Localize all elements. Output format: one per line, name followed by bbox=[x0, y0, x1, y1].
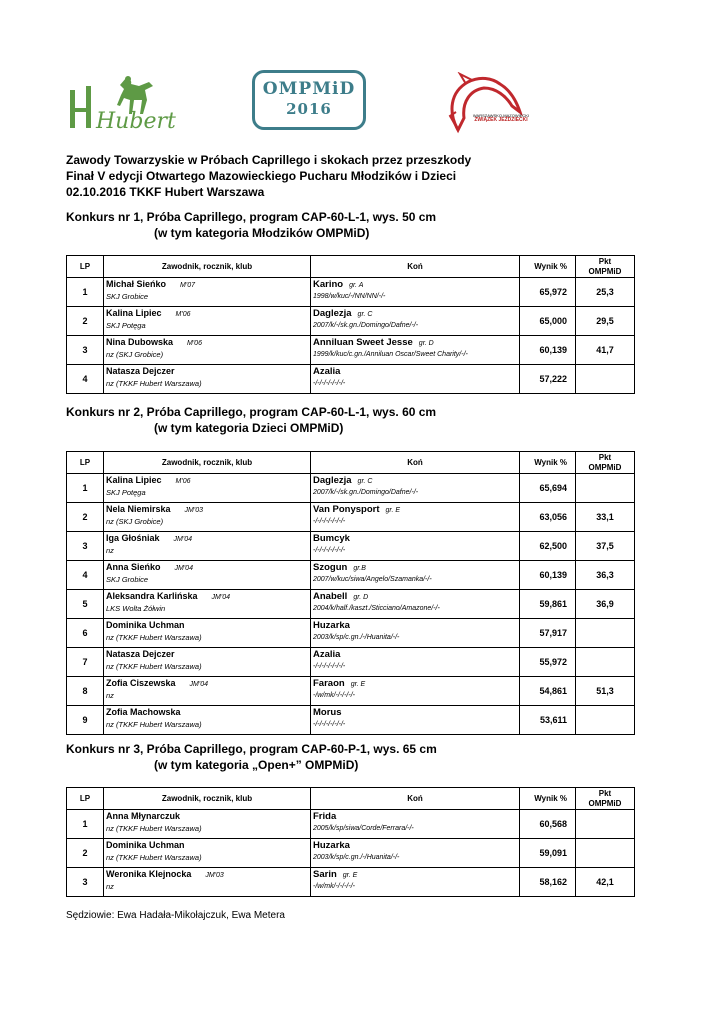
cell-horse bbox=[311, 336, 520, 365]
rider-year: M'06 bbox=[175, 478, 191, 485]
table-row bbox=[67, 336, 635, 365]
horse-pedigree: -/-/-/-/-/-/-/- bbox=[313, 663, 346, 670]
table-row bbox=[67, 648, 635, 677]
horse-pedigree: -/w/mk/-/-/-/-/- bbox=[313, 883, 355, 890]
cell-lp: 2 bbox=[67, 307, 104, 336]
rider-name: Michał Sieńko bbox=[106, 279, 167, 289]
rider-year bbox=[181, 710, 195, 717]
rider-year: M'06 bbox=[175, 311, 191, 318]
table-row bbox=[67, 503, 635, 532]
cell-horse bbox=[311, 532, 520, 561]
cell-lp: 4 bbox=[67, 561, 104, 590]
cell-pkt: 37,5 bbox=[576, 532, 635, 561]
cell-wynik: 57,222 bbox=[520, 365, 576, 394]
horse-name: Morus bbox=[313, 707, 342, 718]
contest-1-title-block bbox=[66, 209, 436, 241]
contest-subtitle: (w tym kategoria „Open+” OMPMiD) bbox=[154, 758, 359, 772]
horse-grade bbox=[350, 843, 356, 850]
cell-horse bbox=[311, 706, 520, 735]
rider-club: nz (TKKF Hubert Warszawa) bbox=[106, 720, 202, 729]
col-lp: LP bbox=[67, 256, 104, 278]
cell-pkt: 29,5 bbox=[576, 307, 635, 336]
rider-name: Kalina Lipiec bbox=[106, 308, 162, 318]
table-header-row bbox=[67, 256, 635, 278]
cell-pkt: 51,3 bbox=[576, 677, 635, 706]
rider-name: Kalina Lipiec bbox=[106, 475, 162, 485]
cell-rider bbox=[104, 474, 311, 503]
cell-wynik: 60,139 bbox=[520, 561, 576, 590]
rider-name: Iga Głośniak bbox=[106, 533, 160, 543]
rider-year: M'06 bbox=[187, 340, 202, 347]
horse-name: Bumcyk bbox=[313, 533, 350, 544]
horse-grade: gr. C bbox=[357, 311, 373, 318]
cell-rider bbox=[104, 706, 311, 735]
rider-year: JM'04 bbox=[211, 594, 231, 601]
table-row bbox=[67, 474, 635, 503]
cell-rider bbox=[104, 619, 311, 648]
rider-club: nz bbox=[106, 691, 114, 700]
table-header-row bbox=[67, 788, 635, 810]
cell-rider bbox=[104, 868, 311, 897]
horse-grade: gr.B bbox=[353, 565, 366, 572]
cell-wynik: 53,611 bbox=[520, 706, 576, 735]
cell-horse bbox=[311, 474, 520, 503]
rider-year: JM'04 bbox=[173, 536, 192, 543]
cell-wynik: 59,861 bbox=[520, 590, 576, 619]
cell-pkt bbox=[576, 474, 635, 503]
cell-lp: 3 bbox=[67, 336, 104, 365]
horse-pedigree: -/w/mk/-/-/-/-/- bbox=[313, 692, 355, 699]
rider-club: nz (TKKF Hubert Warszawa) bbox=[106, 633, 202, 642]
col-pkt-line2: OMPMiD bbox=[588, 798, 622, 808]
horse-pedigree: 2007/k/-/sk.gn./Domingo/Dafne/-/- bbox=[313, 322, 419, 329]
cell-lp: 3 bbox=[67, 532, 104, 561]
cell-wynik: 63,056 bbox=[520, 503, 576, 532]
pzj-logo-text bbox=[470, 113, 532, 123]
horse-name: Daglezja bbox=[313, 308, 352, 319]
table-row bbox=[67, 561, 635, 590]
horse-grade: gr. A bbox=[349, 282, 364, 289]
cell-pkt: 25,3 bbox=[576, 278, 635, 307]
horse-grade bbox=[350, 623, 356, 630]
rider-club: LKS Wolta Żółwin bbox=[106, 604, 166, 613]
cell-rider bbox=[104, 278, 311, 307]
rider-year: M'07 bbox=[180, 282, 195, 289]
horse-pedigree: 1998/w/kuc/-/NN/NN/-/- bbox=[313, 293, 386, 300]
horse-grade: gr. C bbox=[357, 478, 373, 485]
cell-lp: 9 bbox=[67, 706, 104, 735]
horse-pedigree: 1999/k/kuc/c.gn./Anniluan Oscar/Sweet Charity/-/- bbox=[313, 351, 468, 358]
logo-row bbox=[0, 68, 725, 138]
cell-wynik: 58,162 bbox=[520, 868, 576, 897]
rider-club: nz (TKKF Hubert Warszawa) bbox=[106, 379, 202, 388]
col-rider: Zawodnik, rocznik, klub bbox=[104, 788, 311, 810]
col-pkt-line2: OMPMiD bbox=[588, 462, 622, 472]
cell-horse bbox=[311, 648, 520, 677]
cell-horse bbox=[311, 868, 520, 897]
col-pkt-line1: Pkt bbox=[598, 256, 612, 266]
rider-year bbox=[180, 814, 194, 821]
heading-line3: 02.10.2016 TKKF Hubert Warszawa bbox=[66, 185, 265, 199]
ompmid-logo-year: 2016 bbox=[286, 100, 332, 118]
rider-club: SKJ Grobice bbox=[106, 292, 149, 301]
cell-lp: 1 bbox=[67, 278, 104, 307]
cell-pkt bbox=[576, 706, 635, 735]
cell-wynik: 65,694 bbox=[520, 474, 576, 503]
cell-rider bbox=[104, 503, 311, 532]
cell-lp: 2 bbox=[67, 503, 104, 532]
rider-name: Weronika Klejnocka bbox=[106, 869, 192, 879]
cell-horse bbox=[311, 677, 520, 706]
horse-name: Karino bbox=[313, 279, 344, 290]
rider-name: Zofia Ciszewska bbox=[106, 678, 176, 688]
table-row bbox=[67, 839, 635, 868]
horse-name: Azalia bbox=[313, 649, 341, 660]
table-row bbox=[67, 706, 635, 735]
horse-name: Anabell bbox=[313, 591, 348, 602]
table-row bbox=[67, 532, 635, 561]
cell-lp: 3 bbox=[67, 868, 104, 897]
rider-club: nz (TKKF Hubert Warszawa) bbox=[106, 662, 202, 671]
rider-year: JM'04 bbox=[174, 565, 193, 572]
ompmid-logo bbox=[252, 70, 366, 130]
col-wynik: Wynik % bbox=[520, 788, 576, 810]
col-horse: Koń bbox=[311, 788, 520, 810]
results-table-2 bbox=[66, 451, 635, 735]
horse-name: Huzarka bbox=[313, 840, 350, 851]
cell-lp: 2 bbox=[67, 839, 104, 868]
contest-title: Konkurs nr 3, Próba Caprillego, program CAP-60-P-1, wys. 65 cm bbox=[66, 742, 437, 756]
col-pkt-line1: Pkt bbox=[598, 452, 612, 462]
cell-rider bbox=[104, 307, 311, 336]
rider-club: nz bbox=[106, 546, 114, 555]
table-row bbox=[67, 868, 635, 897]
horse-grade bbox=[340, 652, 346, 659]
rider-name: Nina Dubowska bbox=[106, 337, 174, 347]
col-horse: Koń bbox=[311, 256, 520, 278]
table-row bbox=[67, 810, 635, 839]
col-horse: Koń bbox=[311, 452, 520, 474]
cell-rider bbox=[104, 561, 311, 590]
cell-horse bbox=[311, 561, 520, 590]
horse-name: Huzarka bbox=[313, 620, 350, 631]
horse-name: Anniluan Sweet Jesse bbox=[313, 337, 413, 348]
horse-name: Sarin bbox=[313, 869, 337, 880]
horse-pedigree: -/-/-/-/-/-/-/- bbox=[313, 721, 346, 728]
horse-pedigree: 2007/w/kuc/siwa/Angelo/Szamanka/-/- bbox=[313, 576, 432, 583]
col-lp: LP bbox=[67, 452, 104, 474]
rider-club: nz bbox=[106, 882, 114, 891]
horse-grade bbox=[350, 536, 356, 543]
rider-year bbox=[185, 623, 199, 630]
rider-club: nz (TKKF Hubert Warszawa) bbox=[106, 824, 202, 833]
contest-subtitle: (w tym kategoria Dzieci OMPMiD) bbox=[154, 421, 344, 435]
table-row bbox=[67, 590, 635, 619]
cell-pkt: 36,9 bbox=[576, 590, 635, 619]
contest-2-title-block bbox=[66, 404, 436, 436]
cell-pkt bbox=[576, 648, 635, 677]
cell-lp: 6 bbox=[67, 619, 104, 648]
rider-club: SKJ Potęga bbox=[106, 488, 146, 497]
col-pkt bbox=[576, 788, 635, 810]
cell-wynik: 60,139 bbox=[520, 336, 576, 365]
col-pkt bbox=[576, 452, 635, 474]
rider-club: SKJ Potęga bbox=[106, 321, 146, 330]
cell-pkt: 41,7 bbox=[576, 336, 635, 365]
cell-horse bbox=[311, 810, 520, 839]
cell-rider bbox=[104, 810, 311, 839]
rider-name: Nela Niemirska bbox=[106, 504, 171, 514]
cell-wynik: 60,568 bbox=[520, 810, 576, 839]
cell-lp: 8 bbox=[67, 677, 104, 706]
col-pkt-line2: OMPMiD bbox=[588, 266, 622, 276]
results-table-1 bbox=[66, 255, 635, 394]
horse-name: Daglezja bbox=[313, 475, 352, 486]
heading-line1: Zawody Towarzyskie w Próbach Caprillego i skokach przez przeszkody bbox=[66, 153, 472, 167]
col-rider: Zawodnik, rocznik, klub bbox=[104, 256, 311, 278]
horse-pedigree: -/-/-/-/-/-/-/- bbox=[313, 518, 346, 525]
horse-grade bbox=[340, 369, 346, 376]
rider-name: Dominika Uchman bbox=[106, 840, 185, 850]
cell-wynik: 59,091 bbox=[520, 839, 576, 868]
contest-subtitle: (w tym kategoria Młodzików OMPMiD) bbox=[154, 226, 370, 240]
table-row bbox=[67, 307, 635, 336]
table-row bbox=[67, 365, 635, 394]
horse-grade: gr. D bbox=[418, 340, 434, 347]
cell-horse bbox=[311, 503, 520, 532]
rider-year bbox=[185, 843, 199, 850]
col-wynik: Wynik % bbox=[520, 452, 576, 474]
cell-pkt bbox=[576, 839, 635, 868]
horse-pedigree: 2005/k/sp/siwa/Corde/Ferrara/-/- bbox=[313, 825, 414, 832]
cell-wynik: 65,972 bbox=[520, 278, 576, 307]
rider-club: nz (TKKF Hubert Warszawa) bbox=[106, 853, 202, 862]
cell-horse bbox=[311, 365, 520, 394]
horse-pedigree: 2004/k/half./kaszt./Sticciano/Amazone/-/- bbox=[313, 605, 440, 612]
horse-head-logo bbox=[440, 72, 536, 134]
ompmid-logo-title: OMPMiD bbox=[262, 79, 356, 99]
cell-lp: 7 bbox=[67, 648, 104, 677]
cell-horse bbox=[311, 619, 520, 648]
svg-text:Hubert: Hubert bbox=[96, 109, 176, 132]
contest-3-title-block bbox=[66, 741, 437, 773]
col-rider: Zawodnik, rocznik, klub bbox=[104, 452, 311, 474]
judges-line: Sędziowie: Ewa Hadała-Mikołajczuk, Ewa Metera bbox=[66, 910, 285, 921]
horse-grade bbox=[336, 814, 342, 821]
cell-rider bbox=[104, 677, 311, 706]
rider-club: nz (SKJ Grobice) bbox=[106, 517, 164, 526]
event-heading bbox=[66, 152, 471, 200]
cell-lp: 4 bbox=[67, 365, 104, 394]
col-pkt-line1: Pkt bbox=[598, 788, 612, 798]
col-lp: LP bbox=[67, 788, 104, 810]
rider-club: nz (SKJ Grobice) bbox=[106, 350, 164, 359]
horse-name: Szogun bbox=[313, 562, 348, 573]
rider-name: Anna Sieńko bbox=[106, 562, 161, 572]
horse-name: Faraon bbox=[313, 678, 345, 689]
results-table-3 bbox=[66, 787, 635, 897]
rider-name: Natasza Dejczer bbox=[106, 649, 175, 659]
table-row bbox=[67, 619, 635, 648]
cell-rider bbox=[104, 590, 311, 619]
cell-pkt bbox=[576, 810, 635, 839]
horse-name: Azalia bbox=[313, 366, 341, 377]
horse-pedigree: -/-/-/-/-/-/-/- bbox=[313, 380, 346, 387]
horse-pedigree: 2007/k/-/sk.gn./Domingo/Dafne/-/- bbox=[313, 489, 419, 496]
horse-grade bbox=[342, 710, 348, 717]
cell-wynik: 65,000 bbox=[520, 307, 576, 336]
cell-rider bbox=[104, 336, 311, 365]
rider-year bbox=[175, 652, 189, 659]
cell-wynik: 54,861 bbox=[520, 677, 576, 706]
horse-pedigree: -/-/-/-/-/-/-/- bbox=[313, 547, 346, 554]
rider-year: JM'04 bbox=[189, 681, 208, 688]
table-row bbox=[67, 278, 635, 307]
contest-title: Konkurs nr 2, Próba Caprillego, program CAP-60-L-1, wys. 60 cm bbox=[66, 405, 437, 419]
col-pkt bbox=[576, 256, 635, 278]
rider-year: JM'03 bbox=[205, 872, 224, 879]
cell-wynik: 62,500 bbox=[520, 532, 576, 561]
rider-name: Zofia Machowska bbox=[106, 707, 181, 717]
rider-year: JM'03 bbox=[184, 507, 204, 514]
horse-pedigree: 2003/k/sp/c.gn./-/Huanita/-/- bbox=[313, 634, 400, 641]
cell-lp: 1 bbox=[67, 474, 104, 503]
horse-grade: gr. E bbox=[385, 507, 401, 514]
cell-rider bbox=[104, 839, 311, 868]
cell-pkt: 33,1 bbox=[576, 503, 635, 532]
cell-horse bbox=[311, 307, 520, 336]
hubert-logo bbox=[66, 76, 192, 132]
cell-pkt: 42,1 bbox=[576, 868, 635, 897]
heading-line2: Finał V edycji Otwartego Mazowieckiego Pucharu Młodzików i Dzieci bbox=[66, 169, 457, 183]
cell-lp: 5 bbox=[67, 590, 104, 619]
cell-wynik: 55,972 bbox=[520, 648, 576, 677]
cell-pkt: 36,3 bbox=[576, 561, 635, 590]
horse-grade: gr. E bbox=[350, 681, 366, 688]
horse-name: Van Ponysport bbox=[313, 504, 380, 515]
horse-grade: gr. D bbox=[353, 594, 369, 601]
cell-pkt bbox=[576, 365, 635, 394]
table-row bbox=[67, 677, 635, 706]
contest-title: Konkurs nr 1, Próba Caprillego, program CAP-60-L-1, wys. 50 cm bbox=[66, 210, 437, 224]
cell-horse bbox=[311, 278, 520, 307]
rider-year bbox=[175, 369, 189, 376]
rider-name: Aleksandra Karlińska bbox=[106, 591, 198, 601]
cell-horse bbox=[311, 839, 520, 868]
pzj-line1: WARSZAWSKO-MAZOWIECKI bbox=[472, 113, 530, 118]
cell-rider bbox=[104, 648, 311, 677]
rider-club: SKJ Grobice bbox=[106, 575, 149, 584]
pzj-line2: ZWIĄZEK JEŹDZIECKI bbox=[474, 117, 528, 123]
cell-rider bbox=[104, 365, 311, 394]
cell-lp: 1 bbox=[67, 810, 104, 839]
cell-pkt bbox=[576, 619, 635, 648]
cell-horse bbox=[311, 590, 520, 619]
horse-pedigree: 2003/k/sp/c.gn./-/Huanita/-/- bbox=[313, 854, 400, 861]
horse-grade: gr. E bbox=[342, 872, 358, 879]
horse-name: Frida bbox=[313, 811, 337, 822]
table-header-row bbox=[67, 452, 635, 474]
col-wynik: Wynik % bbox=[520, 256, 576, 278]
rider-name: Dominika Uchman bbox=[106, 620, 185, 630]
cell-rider bbox=[104, 532, 311, 561]
cell-wynik: 57,917 bbox=[520, 619, 576, 648]
rider-name: Natasza Dejczer bbox=[106, 366, 175, 376]
rider-name: Anna Młynarczuk bbox=[106, 811, 181, 821]
